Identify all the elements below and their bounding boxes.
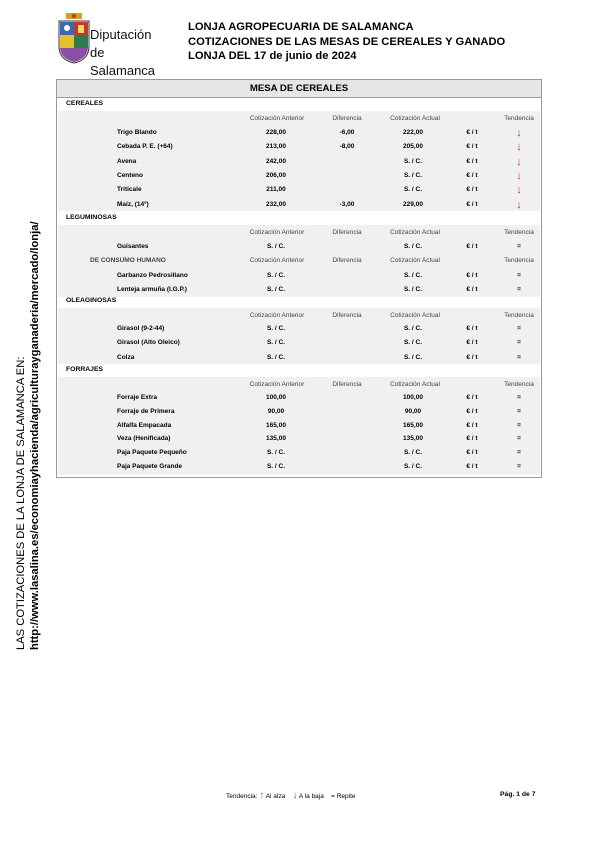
price-difference: -8,00: [339, 143, 355, 151]
equal-icon: =: [517, 449, 521, 457]
price-difference: -6,00: [339, 129, 355, 136]
current-price: 100,00: [403, 394, 423, 401]
table-row: [57, 322, 541, 336]
previous-price: 232,00: [266, 200, 286, 208]
current-price: 165,00: [403, 421, 423, 429]
header-line-1: LONJA AGROPECUARIA DE SALAMANCA: [188, 21, 414, 33]
price-unit: € / t: [466, 271, 478, 279]
equal-icon: =: [517, 243, 521, 250]
col-trend-header: Tendencia: [504, 115, 534, 122]
price-unit: € / t: [466, 463, 478, 470]
section-label-cereales: CEREALES: [66, 100, 104, 107]
col-prev-header: Cotización Anterior: [249, 381, 305, 388]
current-price: 229,00: [403, 200, 423, 208]
subsection-label: DE CONSUMO HUMANO: [90, 257, 166, 265]
section-label-oleaginosas: OLEAGINOSAS: [66, 297, 117, 304]
col-prev-header: Cotización Anterior: [249, 257, 305, 265]
previous-price: 228,00: [266, 129, 286, 136]
product-name: Garbanzo Pedrosillano: [117, 271, 188, 279]
price-unit: € / t: [466, 200, 478, 208]
price-unit: € / t: [466, 353, 478, 361]
table-row: [57, 183, 541, 197]
equal-icon: =: [517, 435, 521, 443]
table-title: MESA DE CEREALES: [57, 80, 541, 98]
previous-price: 135,00: [266, 435, 286, 443]
current-price: S. / C.: [403, 449, 423, 457]
col-trend-header: Tendencia: [504, 257, 534, 265]
current-price: 90,00: [404, 407, 422, 415]
current-price: 205,00: [403, 143, 423, 151]
previous-price: 206,00: [266, 171, 286, 179]
previous-price: 213,00: [266, 143, 286, 151]
column-header-row: [57, 226, 541, 240]
subheader-row: [57, 254, 541, 268]
product-name: Paja Paquete Grande: [117, 463, 183, 470]
price-unit: € / t: [466, 339, 478, 347]
current-price: S. / C.: [403, 353, 423, 361]
current-price: S. / C.: [403, 171, 423, 179]
price-unit: € / t: [466, 171, 478, 179]
legend-down-text: A la baja: [298, 793, 324, 800]
product-name: Paja Paquete Pequeño: [117, 449, 187, 457]
product-name: Trigo Blando: [117, 129, 157, 136]
header-line-2: COTIZACIONES DE LAS MESAS DE CEREALES Y GANADO: [188, 35, 506, 48]
organization-name: [90, 26, 171, 80]
side-note: [14, 180, 42, 650]
product-name: Girasol (Alto Oleico): [117, 339, 180, 347]
table-row: [57, 446, 541, 460]
product-name: Alfalfa Empacada: [117, 421, 172, 429]
column-header-row: [57, 378, 541, 392]
col-diff-header: Diferencia: [332, 312, 362, 319]
price-unit: € / t: [466, 435, 478, 443]
table-row: [57, 419, 541, 433]
equal-icon: =: [517, 339, 521, 347]
equal-icon: =: [517, 353, 521, 361]
previous-price: S. / C.: [266, 463, 286, 470]
page-number: Pág. 1 de 7: [500, 791, 536, 798]
col-prev-header: Cotización Anterior: [249, 115, 305, 122]
col-diff-header: Diferencia: [332, 381, 362, 388]
equal-icon: =: [517, 394, 521, 401]
arrow-down-icon: ↓: [516, 198, 522, 211]
equal-icon: =: [517, 271, 521, 279]
table-row: [57, 405, 541, 419]
arrow-down-icon: ↓: [516, 155, 522, 168]
column-header-row: [57, 112, 541, 126]
table-row: [57, 460, 541, 474]
table-row: [57, 391, 541, 405]
table-row: [57, 432, 541, 446]
current-price: S. / C.: [403, 157, 423, 165]
section-label-leguminosas: LEGUMINOSAS: [66, 214, 117, 221]
equal-icon: =: [517, 421, 521, 429]
table-row: [57, 351, 541, 365]
arrow-up-icon: ↑: [259, 790, 265, 801]
previous-price: S. / C.: [266, 449, 286, 457]
price-unit: € / t: [466, 143, 478, 151]
previous-price: 211,00: [266, 186, 286, 194]
product-name: Maíz, (14º): [117, 200, 149, 208]
table-row: [57, 240, 541, 254]
col-diff-header: Diferencia: [332, 115, 362, 122]
current-price: S. / C.: [403, 186, 423, 194]
table-row: [57, 126, 541, 140]
price-unit: € / t: [466, 285, 478, 293]
document-header: [188, 20, 505, 64]
col-trend-header: Tendencia: [504, 229, 534, 236]
product-name: Forraje Extra: [117, 394, 158, 401]
coat-of-arms-icon: [56, 12, 92, 64]
product-name: Triticale: [117, 186, 142, 194]
side-note-line-1: LAS COTIZACIONES DE LA LONJA DE SALAMANCA EN:: [15, 356, 27, 650]
current-price: 222,00: [403, 129, 423, 136]
legend-repeat-text: = Repite: [331, 793, 356, 800]
price-unit: € / t: [466, 243, 478, 250]
previous-price: 242,00: [266, 157, 286, 165]
current-price: S. / C.: [403, 339, 423, 347]
product-name: Avena: [117, 157, 137, 165]
previous-price: S. / C.: [266, 285, 286, 293]
col-diff-header: Diferencia: [332, 257, 362, 265]
col-cur-header: Cotización Actual: [390, 115, 440, 122]
table-row: [57, 198, 541, 212]
current-price: S. / C.: [403, 243, 423, 250]
price-unit: € / t: [466, 394, 478, 401]
org-line-2: de Salamanca: [90, 45, 156, 78]
arrow-down-icon: ↓: [516, 127, 522, 139]
price-unit: € / t: [466, 157, 478, 165]
current-price: 135,00: [403, 435, 423, 443]
table-row: [57, 140, 541, 154]
equal-icon: =: [517, 285, 521, 293]
previous-price: S. / C.: [266, 271, 286, 279]
previous-price: S. / C.: [266, 325, 286, 332]
table-row: [57, 169, 541, 183]
arrow-down-icon: ↓: [516, 169, 522, 182]
trend-legend: [226, 790, 356, 801]
current-price: S. / C.: [403, 271, 423, 279]
price-unit: € / t: [466, 186, 478, 194]
previous-price: S. / C.: [266, 339, 286, 347]
equal-icon: =: [517, 463, 521, 470]
product-name: Cebada P. E. (+64): [117, 143, 173, 151]
header-line-3: LONJA DEL 17 de junio de 2024: [188, 50, 357, 63]
product-name: Forraje de Primera: [117, 407, 175, 415]
previous-price: 90,00: [267, 407, 285, 415]
arrow-down-icon: ↓: [516, 184, 522, 197]
col-cur-header: Cotización Actual: [390, 381, 440, 388]
product-name: Centeno: [117, 171, 143, 179]
product-name: Lenteja armuña (I.G.P.): [117, 285, 187, 293]
table-row: [57, 269, 541, 283]
col-cur-header: Cotización Actual: [390, 312, 440, 319]
equal-icon: =: [517, 325, 521, 332]
equal-icon: =: [517, 407, 521, 415]
org-line-1: Diputación: [90, 27, 152, 42]
col-prev-header: Cotización Anterior: [249, 312, 305, 319]
current-price: S. / C.: [403, 325, 423, 332]
price-unit: € / t: [466, 421, 478, 429]
product-name: Girasol (9-2-44): [117, 325, 165, 332]
table-row: [57, 283, 541, 297]
diputacion-logo: [56, 12, 171, 78]
price-table: [56, 79, 542, 478]
side-note-url[interactable]: http://www.lasalina.es/economiayhacienda/agriculturayganaderia/mercado/lonja/: [29, 221, 41, 650]
table-row: [57, 336, 541, 350]
table-row: [57, 155, 541, 169]
col-cur-header: Cotización Actual: [390, 257, 440, 265]
col-prev-header: Cotización Anterior: [249, 229, 305, 236]
section-label-forrajes: FORRAJES: [66, 366, 104, 373]
price-unit: € / t: [466, 325, 478, 332]
product-name: Guisantes: [117, 243, 149, 250]
product-name: Veza (Henificada): [117, 435, 171, 443]
price-difference: -3,00: [339, 200, 355, 208]
price-unit: € / t: [466, 449, 478, 457]
current-price: S. / C.: [403, 463, 423, 470]
col-trend-header: Tendencia: [504, 312, 534, 319]
price-unit: € / t: [466, 407, 478, 415]
col-diff-header: Diferencia: [332, 229, 362, 236]
col-cur-header: Cotización Actual: [390, 229, 440, 236]
previous-price: S. / C.: [266, 243, 286, 250]
product-name: Colza: [117, 353, 135, 361]
previous-price: 165,00: [266, 421, 286, 429]
arrow-down-icon: ↓: [516, 141, 522, 154]
current-price: S. / C.: [403, 285, 423, 293]
col-trend-header: Tendencia: [504, 381, 534, 388]
price-unit: € / t: [466, 129, 478, 136]
column-header-row: [57, 309, 541, 323]
arrow-down-icon: ↓: [292, 790, 298, 801]
previous-price: S. / C.: [266, 353, 286, 361]
legend-up-text: Al alza: [265, 793, 286, 800]
previous-price: 100,00: [266, 394, 286, 401]
legend-label: Tendencia:: [226, 793, 258, 800]
